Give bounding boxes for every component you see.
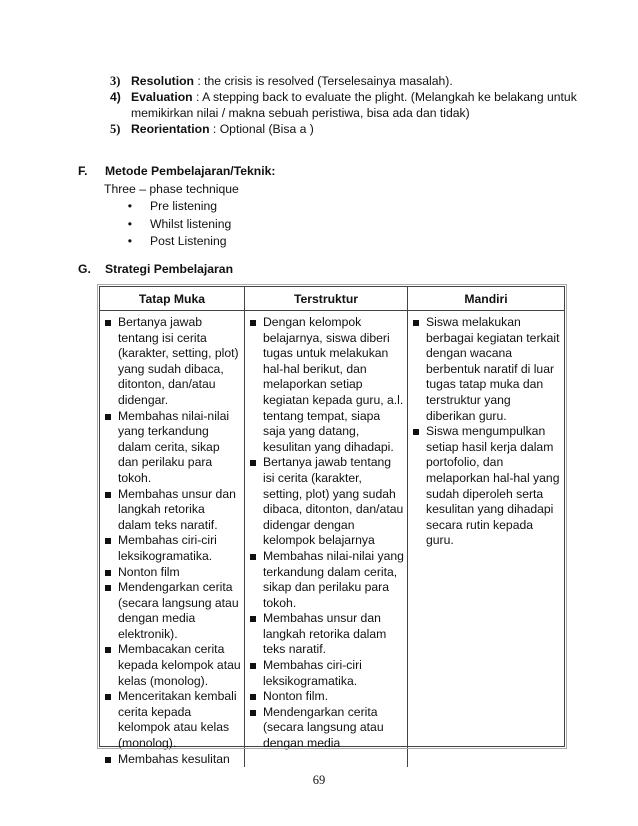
section-heading-strategy [78,262,233,276]
activity-text: Membahas ciri-ciri leksikogramatika. [118,533,217,563]
list-item-text: Pre listening [150,199,218,214]
table-row [249,689,404,705]
step-description: : A stepping back to evaluate the plight. (Melangkah ke belakang untuk memikirkan nilai / makna sebuah peristiwa, bisa ada dan tidak) [131,90,577,120]
technique-intro: Three – phase technique [104,182,239,196]
step-description: : Optional (Bisa a ) [209,122,314,136]
square-bullet-icon [104,752,118,768]
table-row [249,549,404,611]
activity-text: Membahas unsur dan langkah retorika dalam teks naratif. [118,486,236,532]
table-row [104,565,241,581]
table-row [104,642,241,689]
narrative-steps-list [110,73,580,137]
table-row [412,424,561,549]
activity-text: Mendengarkan cerita (secara langsung atau dengan media elektronik). [118,580,239,641]
square-bullet-icon [249,611,263,658]
square-bullet-icon [249,705,263,752]
list-item [104,216,239,233]
table-row [104,689,241,751]
square-bullet-icon [249,689,263,705]
list-item [104,198,239,215]
activity-text: Bertanya jawab tentang isi cerita (karakter, setting, plot) yang sudah dibaca, ditonton, dan/atau didengar. [118,315,239,407]
activity-text: Mendengarkan cerita (secara langsung atau dengan media [263,704,384,751]
activity-text: Siswa mengumpulkan setiap hasil kerja dalam portofolio, dan melaporkan hal-hal yang sudah diperoleh serta kesulitan yang dihadapi secara rutin kepada guru. [426,424,560,548]
activity-list [104,315,241,767]
table-row [412,315,561,424]
activity-text: Membahas nilai-nilai yang terkandung dalam cerita, sikap dan perilaku para tokoh. [118,408,230,485]
section-title: Strategi Pembelajaran [105,262,234,276]
activity-text: Nonton film [118,564,180,579]
activity-list [412,315,561,549]
step-item [110,121,580,137]
column-tatap-muka [100,311,244,767]
square-bullet-icon [249,455,263,549]
square-bullet-icon [249,658,263,689]
section-letter: F. [78,164,88,178]
square-bullet-icon [104,315,118,409]
square-bullet-icon [249,315,263,455]
bullet-icon: • [127,199,132,214]
step-term: Reorientation [131,122,210,136]
square-bullet-icon [104,565,118,581]
step-item [110,73,580,89]
table-row [104,487,241,534]
table-row [249,705,404,752]
step-term: Resolution [131,74,194,88]
bullet-icon: • [127,216,132,231]
activity-list [249,315,404,752]
table-row [249,455,404,549]
table-row [104,752,241,768]
step-item [110,89,580,121]
step-number: 5) [110,122,121,136]
step-description: : the crisis is resolved (Terselesainya masalah). [193,74,453,88]
technique-block [104,181,239,250]
section-letter: G. [78,262,91,276]
table-row [104,580,241,642]
table-row [249,611,404,658]
bullet-icon: • [127,233,132,248]
table-row [249,315,404,455]
table-row [104,533,241,564]
activity-text: Membacakan cerita kepada kelompok atau kelas (monolog). [118,642,241,688]
section-title: Metode Pembelajaran/Teknik: [105,164,276,178]
section-heading-method [78,164,275,178]
square-bullet-icon [249,549,263,611]
square-bullet-icon [412,315,426,424]
activity-text: Bertanya jawab tentang isi cerita (karakter, setting, plot) yang sudah dibaca, ditonton, dan/atau didengar dengan kelompok belajarnya [263,455,404,548]
activity-text: Membahas nilai-nilai yang terkandung dalam cerita, sikap dan perilaku para tokoh. [263,548,404,610]
list-item-text: Whilst listening [150,216,232,231]
strategy-table [99,286,565,766]
table-row [104,409,241,487]
column-header-mandiri: Mandiri [407,287,564,311]
square-bullet-icon [104,580,118,642]
column-terstruktur [244,311,407,767]
activity-text: Membahas ciri-ciri leksikogramatika. [263,658,362,688]
activity-text: Siswa melakukan berbagai kegiatan terkait dengan wacana berbentuk naratif di luar tugas tatap muka dan terstruktur yang diberikan guru. [426,315,560,423]
table-row [104,315,241,409]
technique-list [104,198,239,250]
list-item [104,233,239,250]
square-bullet-icon [104,487,118,534]
step-number: 3) [110,74,121,88]
activity-text: Dengan kelompok belajarnya, siswa diberi tugas untuk melakukan hal-hal berikut, dan melaporkan setiap kegiatan kepada guru, a.l. tentang tempat, siapa saja yang datang, kesulitan yang dihadapi. [263,315,404,454]
activity-text: Nonton film. [263,689,329,704]
column-mandiri [407,311,564,767]
square-bullet-icon [104,689,118,751]
column-header-terstruktur: Terstruktur [244,287,407,311]
page-number: 69 [312,773,326,787]
table-row [249,658,404,689]
square-bullet-icon [412,424,426,549]
step-term: Evaluation [131,90,193,104]
step-number: 4) [110,90,121,104]
square-bullet-icon [104,642,118,689]
square-bullet-icon [104,533,118,564]
list-item-text: Post Listening [150,233,227,248]
activity-text: Membahas kesulitan [118,751,230,766]
square-bullet-icon [104,409,118,487]
column-header-tatap-muka: Tatap Muka [100,287,244,311]
activity-text: Membahas unsur dan langkah retorika dalam teks naratif. [263,611,387,657]
activity-text: Menceritakan kembali cerita kepada kelompok atau kelas (monolog). [118,689,237,751]
